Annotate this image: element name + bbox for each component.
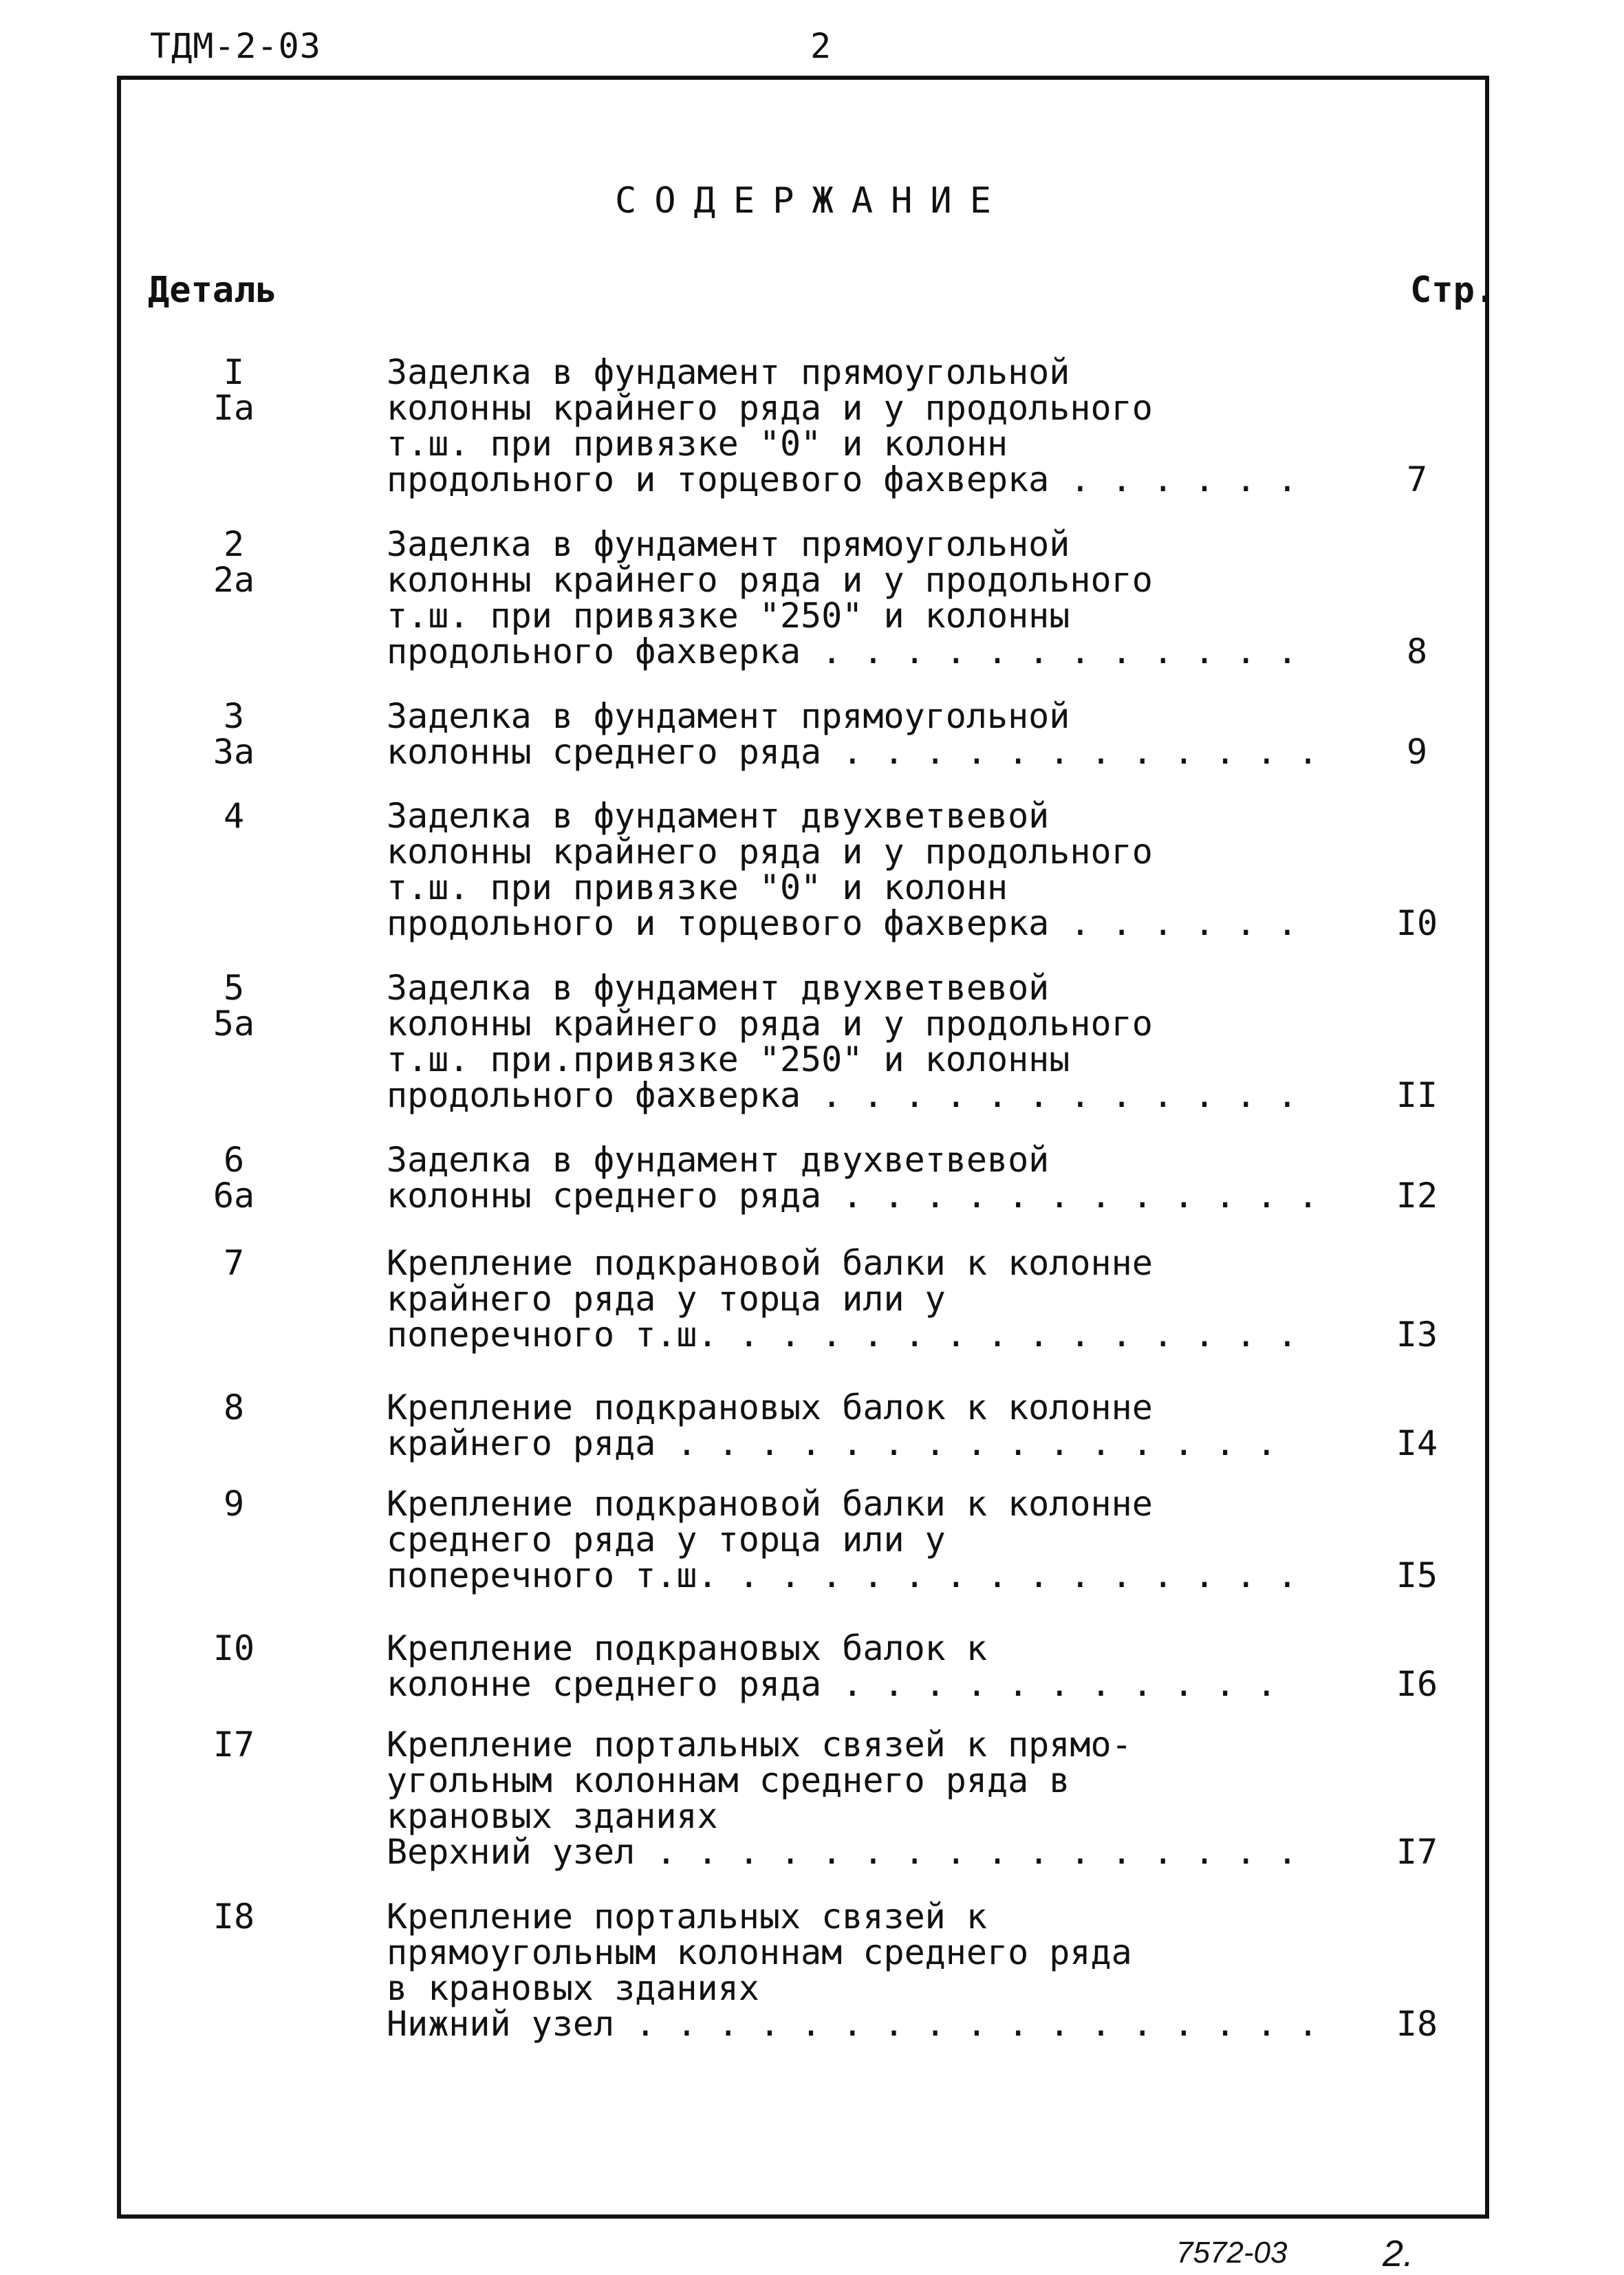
entry-description (387, 354, 1315, 497)
entry-description-line: т.ш. при привязке "0" и колонн (387, 867, 1008, 907)
entry-detail-number: 2а (213, 560, 255, 600)
entry-description-line: Крепление портальных связей к (387, 1897, 987, 1937)
entry-detail-number: 6 (223, 1140, 245, 1180)
document-code: ТДМ-2-03 (150, 26, 321, 66)
entry-description-line: в крановых зданиях (387, 1968, 759, 2008)
entry-description-line: Крепление подкрановых балок к колонне (387, 1388, 1153, 1427)
entry-detail-numbers (199, 526, 268, 598)
entry-description-line: продольного и торцевого фахверка . . . . . . (387, 460, 1298, 499)
entry-description-line: колонны крайнего ряда и у продольного (387, 388, 1153, 428)
entry-description (387, 1897, 1319, 2044)
entry-description-line: прямоугольным колоннам среднего ряда (387, 1932, 1132, 1972)
entry-detail-number: I7 (213, 1725, 255, 1765)
entry-description-line: крайнего ряда у торца или у (387, 1279, 946, 1319)
entry-page-number: I5 (1396, 1555, 1438, 1595)
entry-description-line: угольным колоннам среднего ряда в (387, 1760, 1070, 1800)
entry-description-line: Заделка в фундамент двухветвевой (387, 796, 1050, 836)
entry-description (387, 1243, 1315, 1355)
page-title: СОДЕРЖАНИЕ (614, 180, 1010, 222)
footer-page-number: 2. (1383, 2233, 1414, 2274)
entry-description-line: колонны крайнего ряда и у продольного (387, 1004, 1153, 1044)
entry-description-line: среднего ряда у торца или у (387, 1520, 946, 1560)
column-header-page: Стр. (1410, 270, 1497, 311)
entry-detail-number: 5а (213, 1004, 255, 1044)
entry-detail-number: 3а (213, 732, 255, 772)
entry-detail-number: I8 (213, 1897, 255, 1937)
footer-document-code: 7572-03 (1176, 2236, 1288, 2269)
entry-description-line: колонны крайнего ряда и у продольного (387, 832, 1153, 872)
entry-description-line: поперечного т.ш. . . . . . . . . . . . . . . (387, 1315, 1298, 1355)
entry-description-line: т.ш. при привязке "250" и колонны (387, 596, 1070, 636)
entry-description-line: крановых зданиях (387, 1796, 718, 1836)
entry-detail-number: 2 (223, 524, 245, 564)
entry-description (387, 1727, 1315, 1870)
entry-detail-numbers (199, 1725, 268, 1765)
entry-detail-number: 9 (223, 1484, 245, 1524)
entry-description-line: Крепление подкрановой балки к колонне (387, 1484, 1153, 1524)
entry-description-line: Крепление подкрановой балки к колонне (387, 1243, 1153, 1283)
entry-detail-number: I (223, 352, 245, 392)
entry-page-number: II (1396, 1075, 1438, 1115)
entry-description-line: Крепление подкрановых балок к (387, 1628, 987, 1668)
entry-description-line: т.ш. при.привязке "250" и колонны (387, 1039, 1070, 1079)
page-number: 2 (810, 26, 832, 66)
entry-description (387, 1630, 1315, 1702)
entry-description (387, 696, 1319, 772)
entry-description (387, 526, 1315, 669)
entry-description-line: Заделка в фундамент прямоугольной (387, 352, 1070, 392)
entry-page-number: 7 (1406, 460, 1428, 499)
entry-description-line: колонны среднего ряда . . . . . . . . . . . . (387, 732, 1319, 772)
entry-page-number: I6 (1396, 1664, 1438, 1704)
entry-detail-numbers (199, 1245, 268, 1281)
entry-description-line: Нижний узел . . . . . . . . . . . . . . . . . (387, 2004, 1319, 2044)
entry-detail-numbers (199, 1486, 268, 1522)
entry-page-number: 8 (1406, 632, 1428, 671)
entry-page-number: I7 (1396, 1832, 1438, 1872)
entry-detail-numbers (199, 1142, 268, 1214)
entry-page-number: I2 (1396, 1176, 1438, 1216)
entry-detail-numbers (199, 1390, 268, 1425)
entry-detail-number: 5 (223, 968, 245, 1008)
entry-detail-number: I0 (213, 1628, 255, 1668)
entry-detail-number: 3 (223, 696, 245, 736)
entry-description-line: Заделка в фундамент двухветвевой (387, 1140, 1050, 1180)
entry-description-line: поперечного т.ш. . . . . . . . . . . . . . . (387, 1555, 1298, 1595)
column-header-detail: Деталь (148, 270, 277, 311)
entry-description-line: крайнего ряда . . . . . . . . . . . . . . . (387, 1423, 1277, 1463)
entry-description-line: колонны среднего ряда . . . . . . . . . . . . (387, 1176, 1319, 1216)
entry-description-line: колонне среднего ряда . . . . . . . . . . . (387, 1664, 1277, 1704)
entry-page-number: I8 (1396, 2004, 1438, 2044)
entry-description (387, 1140, 1319, 1216)
entry-description-line: Крепление портальных связей к прямо- (387, 1725, 1132, 1765)
entry-detail-numbers (199, 698, 268, 770)
entry-description-line: т.ш. при привязке "0" и колонн (387, 424, 1008, 464)
entry-description-line: Верхний узел . . . . . . . . . . . . . . . . (387, 1832, 1298, 1872)
entry-description (387, 1390, 1315, 1461)
entry-detail-number: 8 (223, 1388, 245, 1427)
entry-detail-number: 7 (223, 1243, 245, 1283)
entry-description-line: Заделка в фундамент прямоугольной (387, 696, 1070, 736)
entry-page-number: I4 (1396, 1423, 1438, 1463)
entry-description-line: продольного фахверка . . . . . . . . . . . . (387, 1075, 1298, 1115)
entry-page-number: I0 (1396, 903, 1438, 943)
entry-description-line: продольного фахверка . . . . . . . . . . . . (387, 632, 1298, 671)
entry-description-line: Заделка в фундамент двухветвевой (387, 968, 1050, 1008)
entry-detail-number: Iа (213, 388, 255, 428)
entry-description (387, 1486, 1315, 1593)
entry-detail-number: 4 (223, 796, 245, 836)
entry-detail-numbers (199, 354, 268, 426)
entry-description-line: колонны крайнего ряда и у продольного (387, 560, 1153, 600)
entry-detail-numbers (199, 798, 268, 834)
entry-detail-numbers (199, 970, 268, 1042)
entry-description (387, 798, 1315, 941)
entry-detail-numbers (199, 1897, 268, 1937)
entry-page-number: 9 (1406, 732, 1428, 772)
entry-detail-numbers (199, 1630, 268, 1666)
entry-description (387, 970, 1315, 1113)
entry-detail-number: 6а (213, 1176, 255, 1216)
entry-page-number: I3 (1396, 1315, 1438, 1355)
entry-description-line: продольного и торцевого фахверка . . . . . . (387, 903, 1298, 943)
entry-description-line: Заделка в фундамент прямоугольной (387, 524, 1070, 564)
